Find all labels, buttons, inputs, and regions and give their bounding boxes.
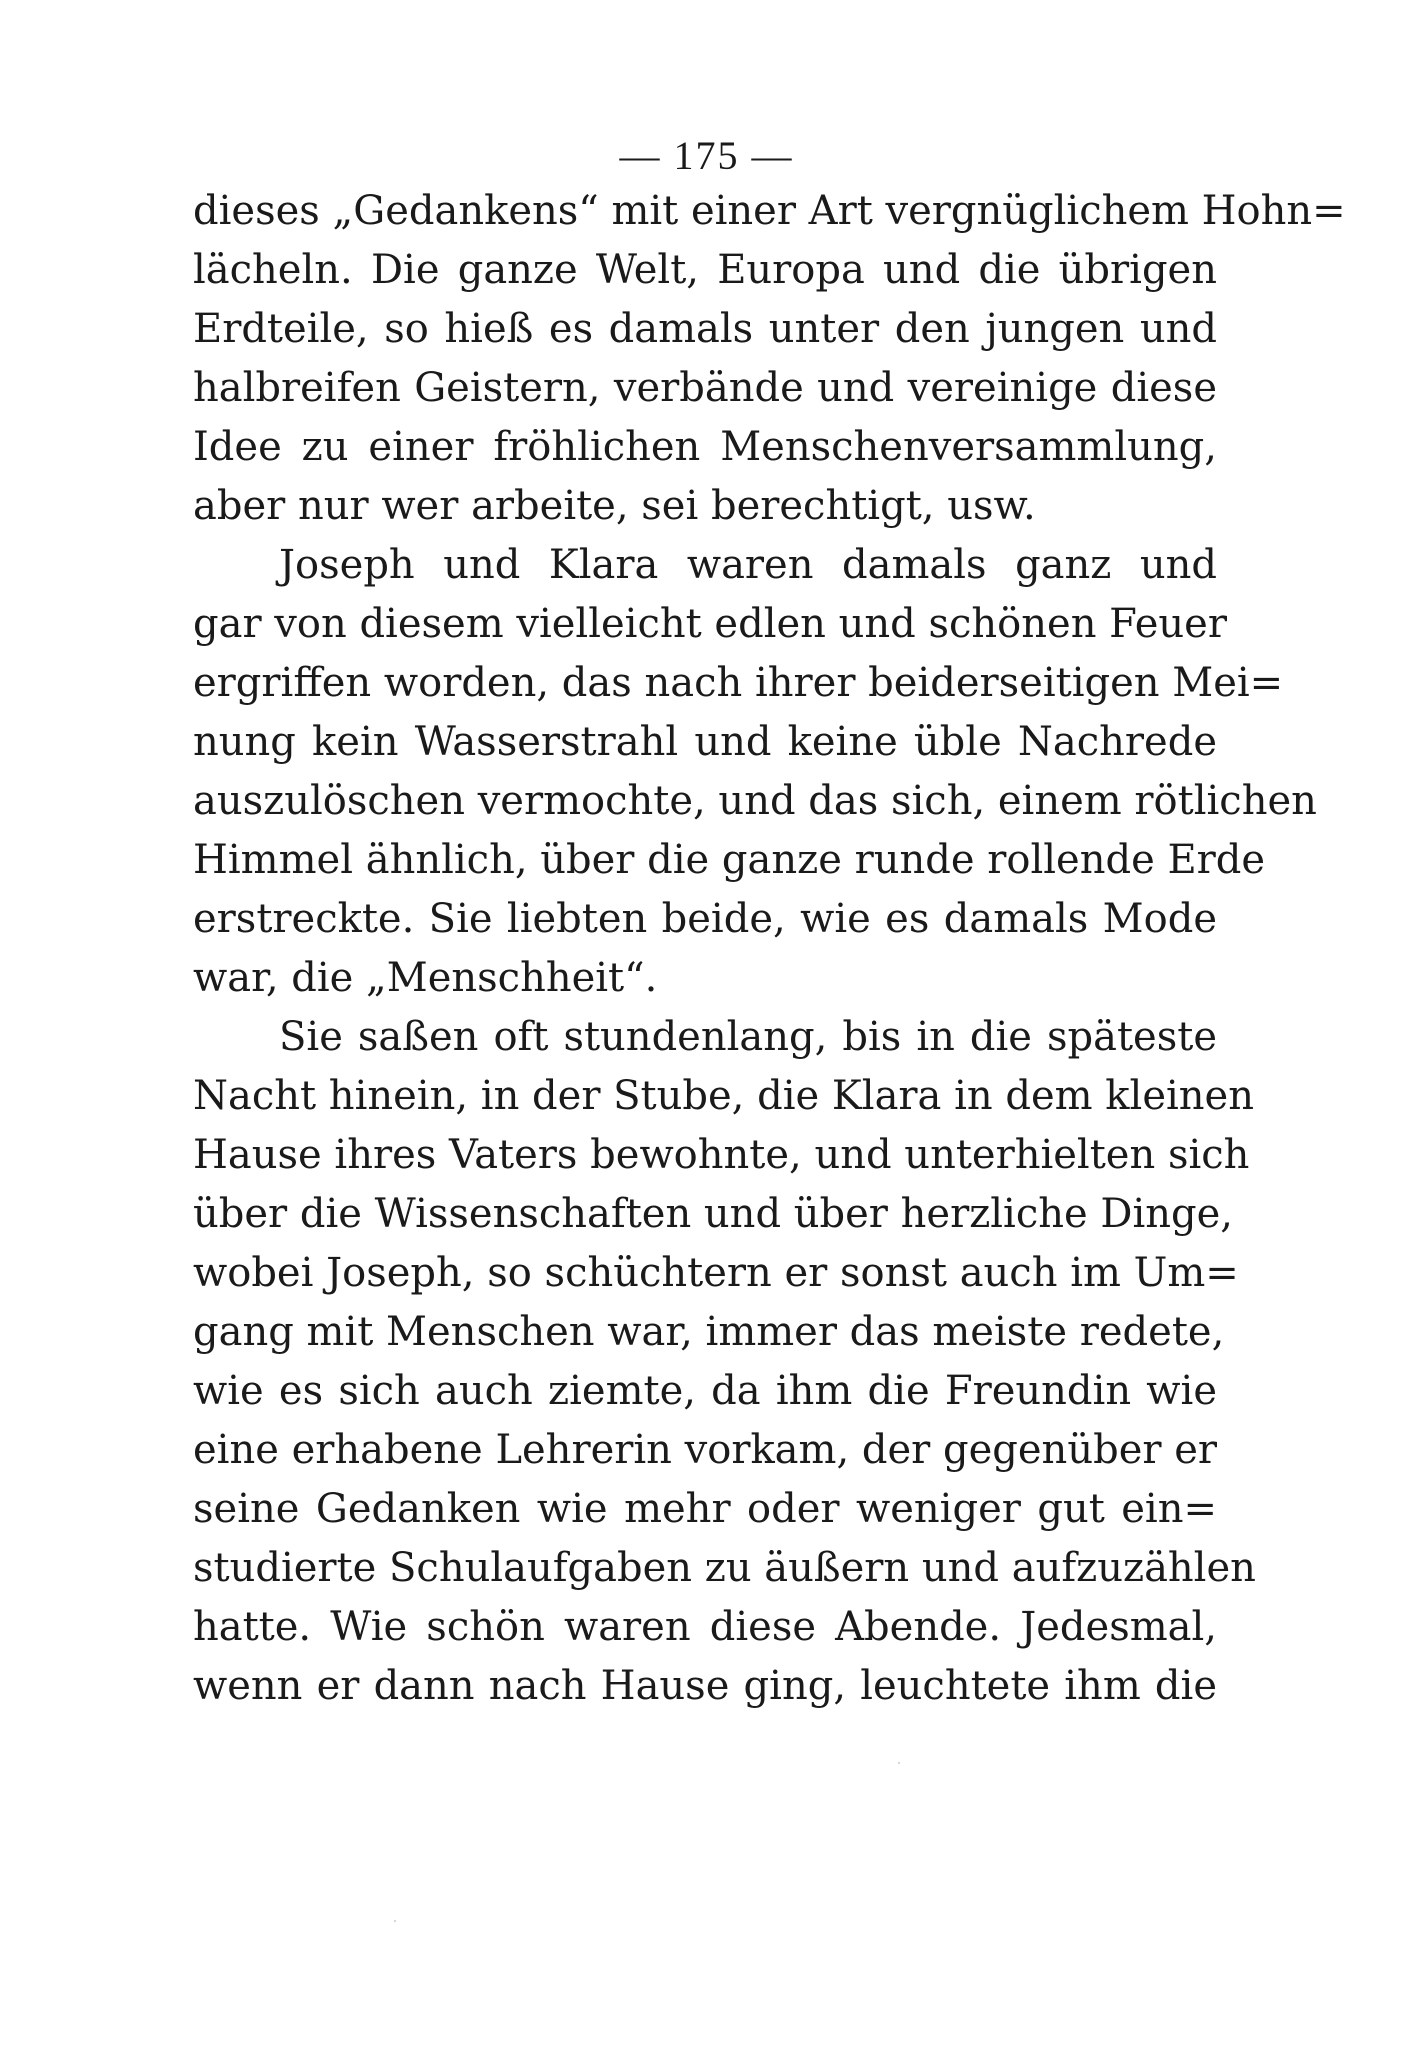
paper-speck bbox=[898, 1762, 900, 1764]
text-line: über die Wissenschaften und über herzliche Dinge, bbox=[193, 1191, 1234, 1237]
text-line: seine Gedanken wie mehr oder weniger gut ein= bbox=[193, 1486, 1217, 1532]
text-line: auszulöschen vermochte, und das sich, einem rötlichen bbox=[193, 778, 1317, 824]
text-line: Erdteile, so hieß es damals unter den jungen und bbox=[193, 306, 1217, 352]
page-number: — 175 — bbox=[619, 133, 794, 178]
text-line: gang mit Menschen war, immer das meiste redete, bbox=[193, 1309, 1225, 1355]
paper-speck bbox=[394, 1920, 396, 1922]
text-line: ergriffen worden, das nach ihrer beiderseitigen Mei= bbox=[193, 660, 1284, 706]
text-line: Hause ihres Vaters bewohnte, und unterhielten sich bbox=[193, 1132, 1250, 1178]
text-line: Idee zu einer fröhlichen Menschenversammlung, bbox=[193, 424, 1217, 470]
text-line: gar von diesem vielleicht edlen und schönen Feuer bbox=[193, 601, 1227, 647]
paragraph-start-line: Sie saßen oft stundenlang, bis in die späteste bbox=[279, 1014, 1217, 1060]
text-line: war, die „Menschheit“. bbox=[193, 955, 658, 1001]
text-line: halbreifen Geistern, verbände und vereinige diese bbox=[193, 365, 1217, 411]
text-line: nung kein Wasserstrahl und keine üble Nachrede bbox=[193, 719, 1217, 765]
text-line: aber nur wer arbeite, sei berechtigt, usw. bbox=[193, 483, 1036, 529]
text-line: wie es sich auch ziemte, da ihm die Freundin wie bbox=[193, 1368, 1217, 1414]
text-line: studierte Schulaufgaben zu äußern und aufzuzählen bbox=[193, 1545, 1256, 1591]
text-line: hatte. Wie schön waren diese Abende. Jedesmal, bbox=[193, 1604, 1217, 1650]
text-line: dieses „Gedankens“ mit einer Art vergnüglichem Hohn= bbox=[193, 188, 1346, 234]
text-line: lächeln. Die ganze Welt, Europa und die übrigen bbox=[193, 247, 1217, 293]
text-line: wobei Joseph, so schüchtern er sonst auch im Um= bbox=[193, 1250, 1239, 1296]
text-line: wenn er dann nach Hause ging, leuchtete ihm die bbox=[193, 1663, 1217, 1709]
text-line: Nacht hinein, in der Stube, die Klara in dem kleinen bbox=[193, 1073, 1254, 1119]
text-line: eine erhabene Lehrerin vorkam, der gegenüber er bbox=[193, 1427, 1217, 1473]
text-line: Himmel ähnlich, über die ganze runde rollende Erde bbox=[193, 837, 1266, 883]
paragraph-start-line: Joseph und Klara waren damals ganz und bbox=[279, 542, 1217, 588]
text-line: erstreckte. Sie liebten beide, wie es damals Mode bbox=[193, 896, 1217, 942]
